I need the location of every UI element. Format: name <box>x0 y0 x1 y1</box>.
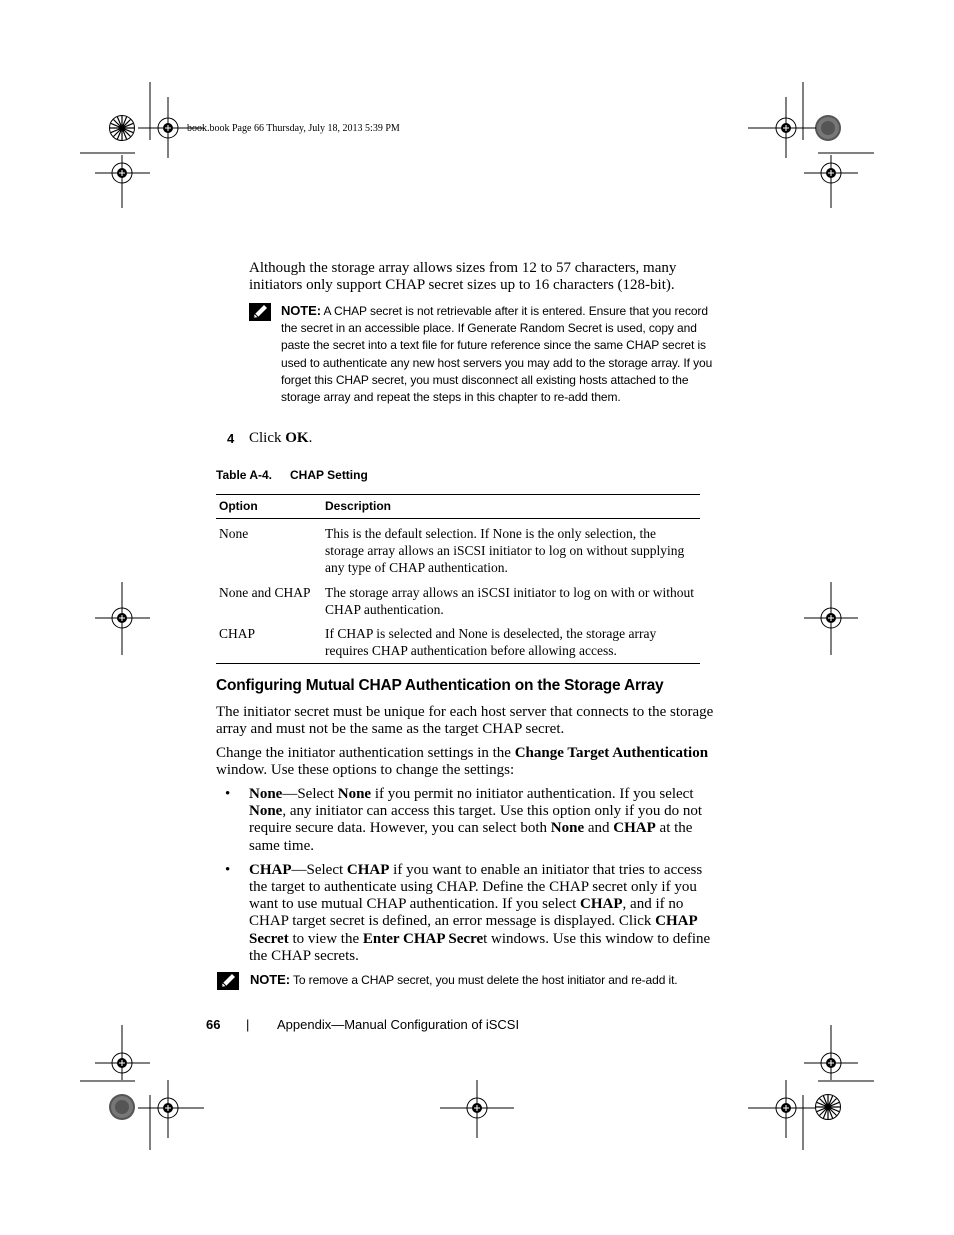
window-name-ref: Change Target Authentication <box>514 745 709 761</box>
table-row <box>216 584 700 625</box>
table-caption-id: Table A-4. <box>216 468 273 482</box>
pencil-note-icon <box>217 972 239 990</box>
table-row <box>216 519 700 584</box>
list-text: at the same time. <box>249 820 693 854</box>
starburst-registration-mark <box>816 1095 841 1120</box>
running-footer: Appendix—Manual Configuration of iSCSI <box>277 1017 520 1032</box>
list-text: and <box>584 820 614 837</box>
initiator-secret-paragraph: The initiator secret must be unique for each host server that connects to the storage array and must not be the same as the target CHAP secret. <box>216 704 714 738</box>
bold-term: None <box>249 803 283 820</box>
list-text: if you permit no initiator authentication. If you select <box>371 786 694 802</box>
table-caption-title: CHAP Setting <box>290 468 368 482</box>
note-label: NOTE: <box>250 972 290 987</box>
step-text-post: . <box>308 430 313 446</box>
list-text: if you want to enable an initiator that tries to access the target to authenticate using CHAP. Define the CHAP secret only if you want to use mutual CHAP authentication. If you select <box>249 861 703 913</box>
starburst-registration-mark <box>815 115 841 141</box>
ok-button-ref: OK <box>285 430 309 446</box>
table-row <box>216 625 700 664</box>
column-header-description: Description <box>322 495 700 519</box>
column-header-option: Option <box>216 495 322 519</box>
intro-paragraph: Although the storage array allows sizes from 12 to 57 characters, many initiators only support CHAP secret sizes up to 16 characters (128-bit). <box>249 260 677 294</box>
starburst-registration-mark <box>110 116 135 141</box>
section-heading: Configuring Mutual CHAP Authentication on the Storage Array <box>216 677 664 694</box>
list-item-chap <box>225 861 719 965</box>
bold-term: CHAP <box>249 861 292 878</box>
option-cell: None <box>219 526 249 541</box>
para-text: window. Use these options to change the settings: <box>216 762 515 779</box>
bold-term: None <box>337 786 372 802</box>
table-caption <box>216 468 368 482</box>
note-text: To remove a CHAP secret, you must delete the host initiator and re-add it. <box>289 973 678 987</box>
para-text: Change the initiator authentication settings in the <box>216 745 515 761</box>
list-text: —Select <box>282 786 338 802</box>
starburst-registration-mark <box>109 1094 135 1120</box>
note-chap-secret <box>281 302 721 406</box>
bullet-symbol: • <box>225 861 231 878</box>
note-remove-chap <box>250 971 730 989</box>
change-settings-paragraph <box>216 745 716 779</box>
bold-term: CHAP <box>580 896 623 913</box>
list-item-none <box>225 786 719 855</box>
note-label: NOTE: <box>281 303 321 318</box>
description-cell: If CHAP is selected and None is deselected, the storage array requires CHAP authentication before allowing access. <box>322 625 700 664</box>
bullet-symbol: • <box>225 786 231 802</box>
step-number: 4 <box>227 431 235 446</box>
bold-term: CHAP Secret <box>249 913 697 947</box>
description-cell: The storage array allows an iSCSI initiator to log on with or without CHAP authentication. <box>325 584 694 617</box>
bold-term: None <box>249 786 283 802</box>
bold-term: CHAP <box>613 820 656 837</box>
option-cell: None and CHAP <box>219 584 311 600</box>
options-bullet-list <box>225 786 719 972</box>
pencil-note-icon <box>249 303 271 321</box>
footer-separator: | <box>246 1017 250 1032</box>
list-text: —Select <box>291 861 347 878</box>
option-cell: CHAP <box>216 625 322 664</box>
step-text-pre: Click <box>249 430 286 446</box>
list-text: , any initiator can access this target. Use this option only if you do not require secure data. However, you can select both <box>249 803 702 837</box>
bold-term: CHAP <box>346 861 390 878</box>
list-text: to view the <box>288 930 363 947</box>
bold-term: None <box>550 820 585 837</box>
table-header-row <box>216 495 700 519</box>
slug-line: book.book Page 66 Thursday, July 18, 2013 5:39 PM <box>187 123 400 134</box>
note-text: A CHAP secret is not retrievable after it is entered. Ensure that you record the secret in an accessible place. If Generate Random Secret is used, copy and paste the secret into a text file for future reference since the same CHAP secret is used to authenticate any new host servers you may add to the storage array. If you forget this CHAP secret, you must disconnect all existing hosts attached to the storage array and repeat the steps in this chapter to re-add them. <box>281 304 713 405</box>
list-text: t windows. Use this window to define the CHAP secrets. <box>249 930 711 964</box>
page-number: 66 <box>206 1017 221 1032</box>
description-cell: This is the default selection. If None is the only selection, the storage array allows an iSCSI initiator to log on without supplying any type of CHAP authentication. <box>325 526 685 576</box>
chap-setting-table <box>216 494 700 664</box>
bold-term: Enter CHAP Secre <box>362 930 484 947</box>
list-text: , and if no CHAP target secret is defined, an error message is displayed. Click <box>249 896 684 930</box>
step-text <box>249 430 312 447</box>
